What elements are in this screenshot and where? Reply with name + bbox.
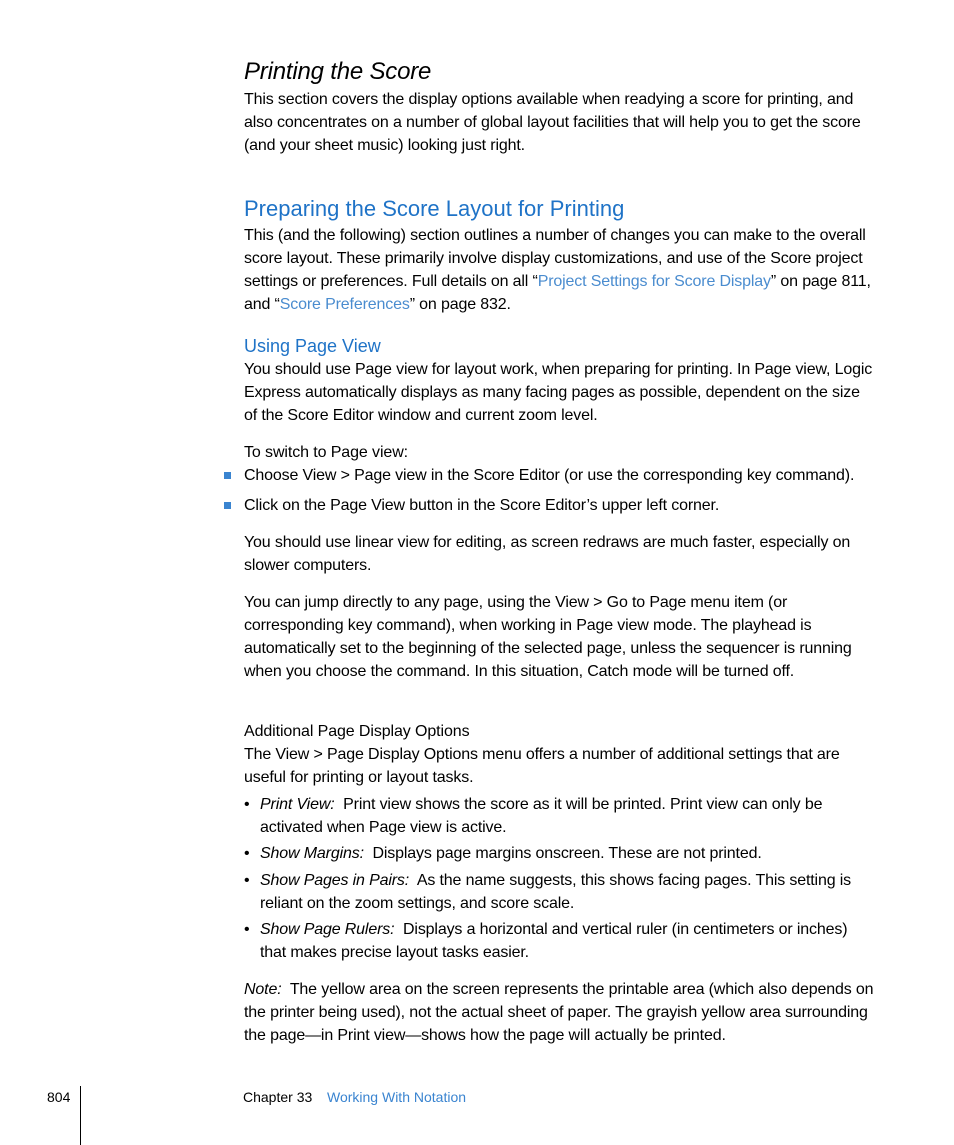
note-paragraph <box>244 978 874 1047</box>
option-term: Show Pages in Pairs: <box>260 872 410 889</box>
subsection-heading: Using Page View <box>244 336 381 356</box>
option-desc: Displays page margins onscreen. These are not printed. <box>372 845 762 862</box>
intro-paragraph: This section covers the display options available when readying a score for printing, and also concentrates on a number of global layout facilities that will help you to get the score (and your sheet music) looking just right. <box>244 91 861 154</box>
option-term: Show Margins: <box>260 845 364 862</box>
option-item <box>260 842 874 865</box>
footer-chapter: Chapter 33 <box>243 1089 313 1105</box>
bullet-dot: • <box>244 796 250 813</box>
page-title: Printing the Score <box>244 58 432 85</box>
bullet-icon <box>224 502 231 509</box>
option-desc: As the name suggests, this shows facing pages. This setting is reliant on the zoom settings, and score scale. <box>260 872 852 912</box>
section-heading: Preparing the Score Layout for Printing <box>244 196 625 221</box>
option-item <box>260 793 874 839</box>
bullet-dot: • <box>244 872 250 889</box>
bullet-dot: • <box>244 921 250 938</box>
section-text-3: ” on page 832. <box>409 296 511 313</box>
page-number: 804 <box>47 1089 71 1105</box>
jump-paragraph: You can jump directly to any page, using the View > Go to Page menu item (or corresponding key command), when working in Page view mode. The playhead is automatically set to the beginning of the selected page, unless the sequencer is running when you choose the command. In this situation, Catch mode will be turned off. <box>244 594 852 680</box>
switch-label: To switch to Page view: <box>244 444 408 461</box>
option-term: Print View: <box>260 796 335 813</box>
link-score-preferences[interactable]: Score Preferences <box>279 296 410 313</box>
page-view-paragraph: You should use Page view for layout work, when preparing for printing. In Page view, Logic Express automatically displays as many facing pages as possible, dependent on the size of the Score Editor window and current zoom level. <box>244 361 873 424</box>
bullet-icon <box>224 472 231 479</box>
option-item <box>260 918 874 964</box>
bullet-dot: • <box>244 845 250 862</box>
option-item <box>260 869 874 915</box>
options-label: Additional Page Display Options <box>244 723 470 740</box>
options-intro: The View > Page Display Options menu offers a number of additional settings that are useful for printing or layout tasks. <box>244 746 840 786</box>
section-text-1: This (and the following) section outlines a number of changes you can make to the overall score layout. These primarily involve display customizations, and use of the Score project settings or preferences. Full details on all “ <box>244 227 866 290</box>
footer-chapter-title[interactable]: Working With Notation <box>327 1089 467 1105</box>
section-text-2: ” on page 811, and “ <box>244 273 871 313</box>
note-term: Note: <box>244 981 282 998</box>
option-desc: Print view shows the score as it will be printed. Print view can only be activated when Page view is active. <box>260 796 823 836</box>
bullet-item: Choose View > Page view in the Score Editor (or use the corresponding key command). <box>244 467 855 484</box>
note-text: The yellow area on the screen represents the printable area (which also depends on the printer being used), not the actual sheet of paper. The grayish yellow area surrounding the page—in Print view—shows how the page will actually be printed. <box>244 981 874 1044</box>
option-desc: Displays a horizontal and vertical ruler (in centimeters or inches) that makes precise layout tasks easier. <box>260 921 848 961</box>
footer-divider <box>80 1086 81 1145</box>
option-term: Show Page Rulers: <box>260 921 395 938</box>
section-paragraph <box>244 224 874 316</box>
bullet-item: Click on the Page View button in the Score Editor’s upper left corner. <box>244 497 720 514</box>
link-project-settings[interactable]: Project Settings for Score Display <box>537 273 771 290</box>
linear-view-paragraph: You should use linear view for editing, as screen redraws are much faster, especially on slower computers. <box>244 534 851 574</box>
